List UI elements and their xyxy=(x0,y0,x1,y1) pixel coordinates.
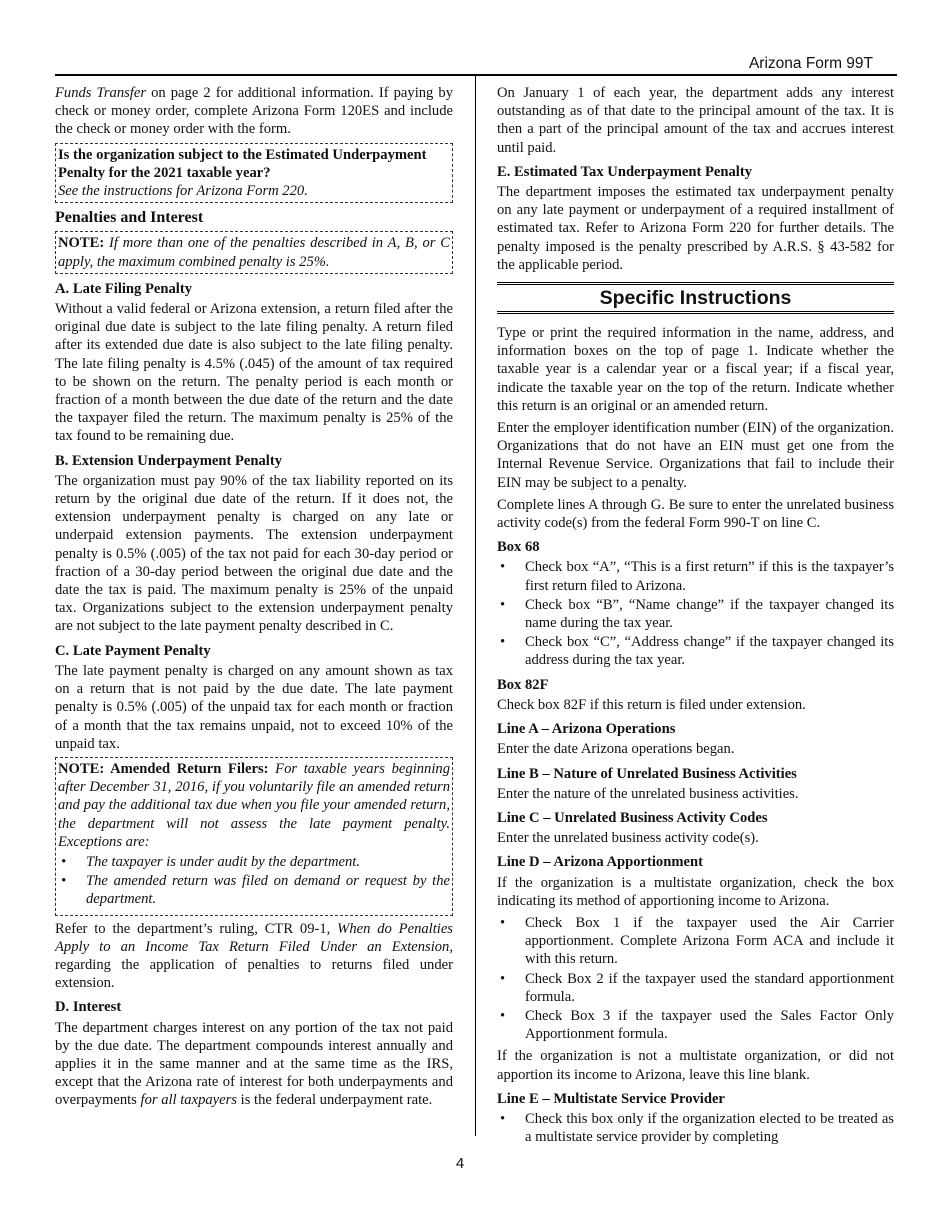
box82f-text: Check box 82F if this return is filed under extension. xyxy=(497,696,806,713)
list-item: • Check this box only if the organization elected to be treated as a multistate service provider by completing xyxy=(500,1110,894,1146)
estimated-box-note: See the instructions for Arizona Form 220. xyxy=(58,183,308,200)
list-item: • Check Box 2 if the taxpayer used the standard apportionment formula. xyxy=(500,970,894,1005)
list-item: • Check box “A”, “This is a first return” if this is the taxpayer’s first return filed to Arizona. xyxy=(500,559,894,594)
note1-label: NOTE: xyxy=(58,235,105,252)
note1-text: If more than one of the penalties described in A, B, or C apply, the maximum combined penalty is 25%. xyxy=(58,235,450,270)
line-c-text: Enter the unrelated business activity code(s). xyxy=(497,830,759,847)
line-d-list xyxy=(497,914,894,1043)
late-filing-text: Without a valid federal or Arizona extension, a return filed after the original due date is subject to the late filing penalty. A return filed after its extended due date is also subject to the late filing penalty. The late filing penalty is 4.5% (.045) of the amount of tax required to be shown on the return. The penalty period is each month or fraction of a month between the due date of the return and the date the taxpayer filed the return. The maximum penalty is 25% of the tax found to be remaining due. xyxy=(55,301,453,445)
line-e-list xyxy=(497,1110,894,1146)
note-max-penalty xyxy=(55,231,453,273)
extension-underpayment-heading: B. Extension Underpayment Penalty xyxy=(55,452,283,469)
intro-italic: Funds Transfer xyxy=(55,85,147,101)
right-column xyxy=(497,84,894,1150)
note2-label: NOTE: Amended Return Filers: xyxy=(58,760,269,777)
estimated-box-heading: Is the organization subject to the Estimated Underpayment Penalty for the 2021 taxable year? xyxy=(58,146,427,181)
page-number: 4 xyxy=(455,1155,465,1172)
estimated-penalty-box xyxy=(55,143,453,204)
estimated-tax-heading: E. Estimated Tax Underpayment Penalty xyxy=(497,163,752,180)
line-d-after: If the organization is not a multistate organization, or did not apportion its income to Arizona, leave this line blank. xyxy=(497,1048,894,1083)
estimated-tax-text: The department imposes the estimated tax underpayment penalty on any late payment or underpayment of a required installment of estimated tax. Refer to Arizona Form 220 for further details. The penalty imposed is the penalty prescribed by A.R.S. § 43-582 for the applicable period. xyxy=(497,184,894,273)
box82f-heading: Box 82F xyxy=(497,676,549,693)
refer-paragraph: Refer to the department’s ruling, CTR 09-1, When do Penalties Apply to an Income Tax Return Filed Under an Extension, regarding the application of penalties to returns filed under extension. xyxy=(55,920,453,992)
box68-heading: Box 68 xyxy=(497,539,540,556)
note2-text: For taxable years beginning after December 31, 2016, if you voluntarily file an amended return and pay the additional tax due when you file your amended return, the department will not assess the late payment penalty. Exceptions are: xyxy=(58,760,450,850)
left-column xyxy=(55,84,453,1114)
amended-exceptions-list xyxy=(58,853,450,909)
line-b-text: Enter the nature of the unrelated business activities. xyxy=(497,785,799,802)
list-item: • Check box “B”, “Name change” if the taxpayer changed its name during the tax year. xyxy=(500,596,894,632)
intro-paragraph xyxy=(55,84,453,139)
line-a-heading: Line A – Arizona Operations xyxy=(497,721,676,738)
instructions-p1: Type or print the required information in the name, address, and information boxes on the top of page 1. Indicate whether the taxable year is a calendar year or a fiscal year; if a fiscal year, indicate the taxable year on the top of the return. Indicate whether this return is an original or an amended return. xyxy=(497,325,894,414)
line-e-heading: Line E – Multistate Service Provider xyxy=(497,1090,725,1107)
form-title: Arizona Form 99T xyxy=(748,55,873,72)
instructions-p3: Complete lines A through G. Be sure to enter the unrelated business activity code(s) from the federal Form 990-T on line C. xyxy=(497,496,894,532)
interest-heading: D. Interest xyxy=(55,999,122,1016)
late-filing-heading: A. Late Filing Penalty xyxy=(55,280,193,297)
header-rule xyxy=(55,74,897,76)
extension-underpayment-text: The organization must pay 90% of the tax liability reported on its return by the original due date of the return. If it does not, the extension underpayment penalty is charged on any late or underpaid extension payments. The extension underpayment penalty is 0.5% (.005) of the tax not paid for each 30-day period or fraction of a 30-day period between the original due date and the date the tax is paid. The maximum penalty is 25% of the unpaid tax. Organizations subject to the extension underpayment penalty are not subject to the late payment penalty described in C. xyxy=(55,472,453,635)
list-item: • Check Box 1 if the taxpayer used the Air Carrier apportionment. Complete Arizona Form ACA and include it with this return. xyxy=(500,914,894,968)
line-b-heading: Line B – Nature of Unrelated Business Activities xyxy=(497,765,797,782)
line-d-heading: Line D – Arizona Apportionment xyxy=(497,854,703,871)
column-divider xyxy=(475,76,476,1136)
list-item: • The taxpayer is under audit by the department. xyxy=(61,853,360,870)
intro-text: on page 2 for additional information. If paying by check or money order, complete Arizona Form 120ES and include the check or money order with the form. xyxy=(55,85,454,138)
box68-list xyxy=(497,558,894,669)
penalties-heading: Penalties and Interest xyxy=(55,209,204,227)
line-c-heading: Line C – Unrelated Business Activity Codes xyxy=(497,809,768,826)
interest-continued: On January 1 of each year, the department adds any interest outstanding as of that date to the principal amount of the tax. It is then a part of the principal amount of the tax and accrues interest until paid. xyxy=(497,85,894,156)
specific-instructions-title: Specific Instructions xyxy=(599,287,792,310)
interest-text: The department charges interest on any portion of the tax not paid by the due date. The department compounds interest annually and applies it in the same manner and at the same time as the IRS, except that the Arizona rate of interest for both underpayments and overpayments for all taxpayers is the federal underpayment rate. xyxy=(55,1019,453,1109)
list-item: • The amended return was filed on demand or request by the department. xyxy=(61,873,450,908)
late-payment-heading: C. Late Payment Penalty xyxy=(55,642,211,659)
specific-instructions-banner xyxy=(497,282,894,314)
note-amended-return xyxy=(55,757,453,916)
list-item: • Check Box 3 if the taxpayer used the Sales Factor Only Apportionment formula. xyxy=(500,1007,894,1043)
list-item: • Check box “C”, “Address change” if the taxpayer changed its address during the tax year. xyxy=(500,634,894,669)
instructions-p2: Enter the employer identification number (EIN) of the organization. Organizations that do not have an EIN must get one from the Internal Revenue Service. Organizations that fail to include their EIN may be subject to a penalty. xyxy=(497,420,894,491)
line-a-text: Enter the date Arizona operations began. xyxy=(497,741,735,758)
line-d-text: If the organization is a multistate organization, check the box indicating its method of apportioning income to Arizona. xyxy=(497,874,894,909)
late-payment-text: The late payment penalty is charged on any amount shown as tax on a return that is not paid by the due date. The late payment penalty is 0.5% (.005) of the unpaid tax for each month or fraction of a month that the tax remains unpaid, not to exceed 10% of the unpaid tax. xyxy=(55,662,453,752)
